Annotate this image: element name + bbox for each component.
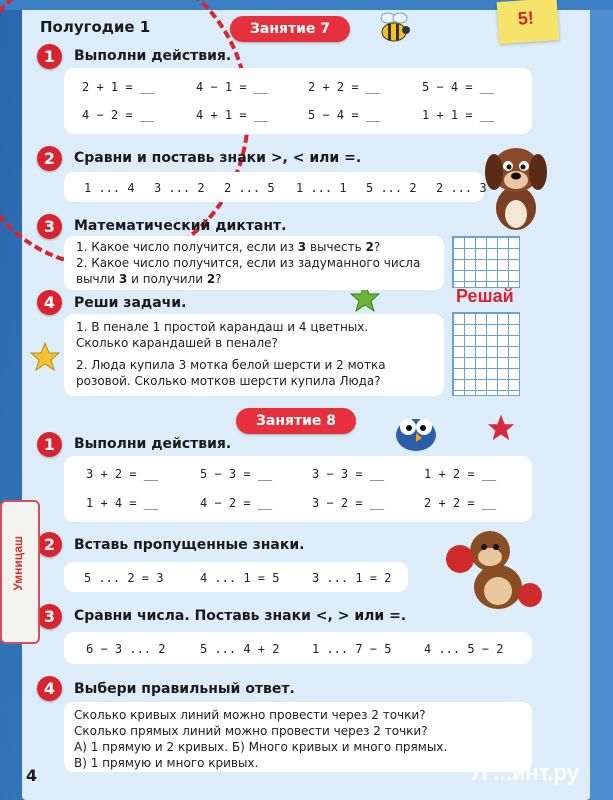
expression: 2 + 2 = __ bbox=[308, 80, 381, 94]
question-line: В) 1 прямую и много кривых. bbox=[74, 756, 259, 770]
bee-icon bbox=[372, 8, 416, 48]
task-title: Выполни действия. bbox=[74, 48, 232, 64]
task-title: Математический диктант. bbox=[74, 218, 287, 234]
yellow-star-icon bbox=[30, 342, 60, 372]
question-line: А) 1 прямую и 2 кривых. Б) Много кривых и много прямых. bbox=[74, 740, 448, 754]
expression: 1 + 2 = __ bbox=[424, 467, 497, 481]
comparison: 3 ... 2 bbox=[154, 181, 205, 195]
task-number: 4 bbox=[37, 676, 62, 701]
expression: 5 − 4 = __ bbox=[422, 80, 495, 94]
watermark: Л ...инт.ру bbox=[472, 760, 580, 785]
task-number: 3 bbox=[37, 604, 62, 629]
problem-line: розовой. Сколько мотков шерсти купила Люда? bbox=[76, 374, 381, 388]
comparison: 2 ... 3 bbox=[436, 181, 487, 195]
task-number: 2 bbox=[37, 532, 62, 557]
question-line: Сколько прямых линий можно провести через 2 точки? bbox=[74, 724, 428, 738]
expression: 5 − 4 = __ bbox=[308, 108, 381, 122]
comparison: 4 ... 5 − 2 bbox=[424, 642, 504, 656]
task-title: Реши задачи. bbox=[74, 295, 187, 311]
answer-grid bbox=[452, 312, 520, 396]
expression: 4 − 2 = __ bbox=[82, 108, 155, 122]
dog-icon bbox=[478, 136, 556, 236]
comparison: 1 ... 1 bbox=[296, 181, 347, 195]
red-star-icon bbox=[487, 414, 515, 442]
missing-sign: 4 ... 1 = 5 bbox=[200, 571, 280, 585]
lesson-7-badge: Занятие 7 bbox=[230, 16, 350, 42]
comparison: 5 ... 2 bbox=[366, 181, 417, 195]
comparison: 1 ... 4 bbox=[84, 181, 135, 195]
expression: 4 + 1 = __ bbox=[196, 108, 269, 122]
monkey-icon bbox=[438, 525, 548, 617]
expression: 5 − 3 = __ bbox=[200, 467, 273, 481]
comparison: 6 − 3 ... 2 bbox=[86, 642, 166, 656]
expression: 3 − 2 = __ bbox=[312, 496, 385, 510]
task-box bbox=[64, 68, 532, 134]
task-number: 4 bbox=[37, 290, 62, 315]
problem-line: 1. В пенале 1 простой карандаш и 4 цветных. bbox=[76, 320, 369, 334]
task-number: 2 bbox=[37, 146, 62, 171]
expression: 2 + 1 = __ bbox=[82, 80, 155, 94]
expression: 1 + 4 = __ bbox=[86, 496, 159, 510]
bird-icon bbox=[386, 405, 448, 457]
expression: 4 − 2 = __ bbox=[200, 496, 273, 510]
task-number: 1 bbox=[37, 432, 62, 457]
task-box bbox=[64, 456, 532, 522]
dictation-line: вычли 3 и получили 2? bbox=[76, 272, 222, 286]
task-number: 1 bbox=[37, 44, 62, 69]
problem-line: Сколько карандашей в пенале? bbox=[76, 336, 278, 350]
page-number: 4 bbox=[26, 766, 38, 785]
sticky-note-text: 5! bbox=[517, 7, 535, 29]
side-tab bbox=[0, 500, 40, 644]
comparison: 5 ... 4 + 2 bbox=[200, 642, 280, 656]
sticky-note bbox=[497, 0, 560, 44]
expression: 3 − 3 = __ bbox=[312, 467, 385, 481]
expression: 4 − 1 = __ bbox=[196, 80, 269, 94]
answer-grid bbox=[452, 236, 520, 288]
lesson-8-badge: Занятие 8 bbox=[236, 408, 356, 434]
side-tab-label: Умницаш bbox=[11, 536, 25, 591]
task-title: Сравни числа. Поставь знаки <, > или =. bbox=[74, 608, 407, 624]
task-number: 3 bbox=[37, 214, 62, 239]
problem-line: 2. Люда купила 3 мотка белой шерсти и 2 мотка bbox=[76, 358, 386, 372]
task-title: Выбери правильный ответ. bbox=[74, 681, 295, 697]
dictation-line: 2. Какое число получится, если из задуманного числа bbox=[76, 256, 421, 270]
solve-badge: Решай bbox=[456, 286, 514, 306]
dictation-line: 1. Какое число получится, если из 3 вычесть 2? bbox=[76, 240, 381, 254]
comparison: 1 ... 7 − 5 bbox=[312, 642, 392, 656]
half-year-label: Полугодие 1 bbox=[40, 18, 151, 36]
expression: 1 + 1 = __ bbox=[422, 108, 495, 122]
task-title: Сравни и поставь знаки >, < или =. bbox=[74, 150, 362, 166]
comparison: 2 ... 5 bbox=[224, 181, 275, 195]
task-title: Выполни действия. bbox=[74, 436, 232, 452]
expression: 2 + 2 = __ bbox=[424, 496, 497, 510]
question-line: Сколько кривых линий можно провести через 2 точки? bbox=[74, 708, 426, 722]
missing-sign: 5 ... 2 = 3 bbox=[84, 571, 164, 585]
task-title: Вставь пропущенные знаки. bbox=[74, 537, 305, 553]
expression: 3 + 2 = __ bbox=[86, 467, 159, 481]
missing-sign: 3 ... 1 = 2 bbox=[312, 571, 392, 585]
